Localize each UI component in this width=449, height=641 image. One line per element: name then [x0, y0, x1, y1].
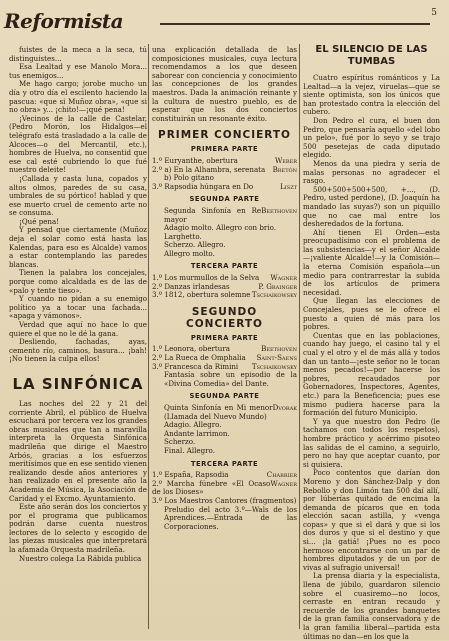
piece-title: 3.º Rapsodia húngara en Do: [152, 181, 254, 191]
paragraph: Desliendo, fachadas, ayas, cemento río, caminos, basura... ¡bah! ¡No tienen la culpa ellos!: [9, 337, 147, 364]
composer: Beethoven: [261, 205, 297, 215]
paragraph: Y pensad que ciertamente (Muñoz deja el solar como está hasta las Kalendas, para eso es Alcalde) vamos a estar contemplando las paredes blancas.: [9, 225, 147, 269]
piece-title: Scherzo. Allegro.: [164, 240, 226, 250]
first-concert-title: PRIMER CONCIERTO: [158, 129, 291, 142]
paragraph: Y ya que nuestro don Pedro (le tachamos con todos los respetos), hombre práctico y acérrimo pisoteo las salidas de el camino, a seguirlo, pero no hay que aceptar cuanto, por si quisiera.: [303, 416, 440, 469]
paragraph: Nuestro colega La Rábida publica: [19, 553, 142, 563]
program-item: [152, 183, 297, 192]
program-item: [152, 404, 297, 421]
composer: Weber: [274, 155, 297, 165]
program-part-label: TERCERA PARTE: [190, 262, 259, 271]
paragraph: Esa Lealtad y ese Manolo Mora... tus enemigos...: [9, 62, 147, 80]
composer: Bretón: [272, 164, 297, 174]
paragraph: Cuentas que en las poblaciones, cuando hay juego, el casino tal y el cual y el otro y el de más allá y todos dan un tanto—¡este señor no le tocan menos pecados!—por hacerse los pobres, recaudados por Gobernadores, Inspectores, Agentes, etc.) para la Beneficencia; pues ese mismo pudiera hacerse para la formación del futuro Municipio.: [303, 330, 440, 418]
program-item: [152, 207, 297, 224]
composer: Wagner: [270, 478, 297, 488]
composer: P. Grainger: [258, 281, 297, 291]
concert-intro: una explicación detallada de las composiciones musicales, cuya lectura recomendamos a los que deseen saborear con conciencia y conocimiento las concepciones de los grandes maestros. Dada la animación reinante y la cultura de nuestro pueblo, es de esperar que los dos conciertos constituirán un resonante éxito.: [152, 45, 297, 123]
paragraph: Ahí tienen El Orden—esta preocupadísimo con el problema de las subsistencias—y el señor Alcalde—¡valiente Alcalde!—y la Comisión—la eterna Comisión española—un medio para contrarrestar la subida de los artículos de primera necesidad.: [303, 227, 440, 297]
piece-title: 3.º Los Maestros Cantores (fragmentos): [152, 495, 297, 505]
piece-title: 1.º Los murmullos de la Selva: [152, 273, 260, 283]
paragraph: Menos da una piedra y sería de malas personas no agradecer el rasgo.: [303, 158, 440, 186]
paragraph: Don Pedro el cura, el buen don Pedro, que pensaría aquello «del lobo un pelo», fué por lo seyo y se trajo 500 pesetejas de cada diputado elegido.: [303, 115, 440, 160]
paragraph: Verdad que aquí no hace lo que quiere el que no le dé la gana.: [9, 320, 147, 338]
program-part-label: SEGUNDA PARTE: [189, 392, 260, 401]
masthead-rule: [160, 23, 430, 25]
paragraph: Las noches del 22 y 21 del corriente Abril, el público de Huelva escuchará por tercera vez los grandes obras musicales que tan a maravilla interpreta la Orquesta Sinfónica madrileña que dirige el Maestro Arbós, gracias a los esfuerzos meritísimos que en ese sentido vienen realizando desde años anteriores y han realizado en el presente año la Academia de Música, la Asociación de Caridad y el Excmo. Ayuntamiento.: [9, 398, 147, 503]
composer: Dvorak: [272, 403, 297, 412]
piece-title: Quinta Sinfonía en Mi menor (Llamada del Nuevo Mundo): [164, 403, 273, 421]
column-3: [303, 46, 440, 641]
program-part-label: SEGUNDA PARTE: [189, 195, 260, 204]
piece-title: b) Polo gitano: [164, 173, 214, 183]
program-part-label: PRIMERA PARTE: [190, 145, 259, 154]
piece-title: 1.º Leonora, obertura: [152, 344, 230, 354]
masthead-logo: [4, 6, 124, 36]
piece-title: Scherzo.: [164, 437, 196, 447]
composer: Liszt: [280, 181, 297, 191]
composer: Chabrier: [266, 470, 297, 480]
masthead-title: Reformista: [4, 9, 124, 33]
program-item: [152, 506, 297, 532]
second-concert-title: SEGUNDO CONCIERTO: [186, 305, 263, 330]
paragraph: Poco contentos que darían don Moreno y don Sánchez-Dalp y don Rebollo y don Limón tan 500 daí allí, por lúberías quitado de encima la demanda de pícaros que en toda elección sacan astilla, y «venga copas» y que si el dará y que si los dos duros y que si el destino y que si... ¡la gatiá! ¡Pues no es poco hermoso encontrarse con un par de hombres diputados y de un por de vivas al sufragio universal!: [303, 468, 440, 572]
program-part-label: TERCERA PARTE: [190, 459, 259, 468]
composer: Tschaikowsky: [251, 290, 297, 300]
composer: Wagner: [270, 273, 297, 283]
program-item: [152, 250, 297, 259]
piece-title: Final. Allegro.: [164, 445, 215, 455]
paragraph: Tienen la palabra los concejales, porque como alcaldada es de las de «palo y tente tieso».: [9, 268, 147, 295]
paragraph: Y cuando no pidan a su enemigo político ya a tocar una fachada... «apaga y vámonos».: [9, 294, 147, 321]
piece-title: 2.º Marcha fúnebre «El Ocaso de los Dioses»: [152, 478, 271, 497]
program-item: [152, 447, 297, 456]
piece-title: 2.º Danzas irlandesas: [152, 281, 230, 291]
program-item: [152, 480, 297, 497]
piece-title: 1.º Euryanthe, obertura: [152, 155, 238, 165]
paragraph: ¡Callada y casta luna, copados y altos olmos, paredes de su casa, umbrales de su pórtico! hablad y que ese muerto cruel de cemento arte no se consuma.: [9, 173, 147, 218]
program-part-label: PRIMERA PARTE: [190, 333, 259, 342]
paragraph: Que llegan las elecciones de Concejales, pues se le ofrece el puesto a quien dé más para los pobres.: [303, 296, 440, 332]
composer: Saint-Saens: [256, 353, 297, 363]
piece-title: Allegro molto.: [164, 248, 215, 258]
piece-title: Andante larrimon.: [164, 428, 230, 438]
composer: Tschaikowsky: [251, 361, 297, 371]
paragraph: Cuatro espíritus románticos y La Lealtad—a la vejez, viruelas—que se siente optimista, son los únicos que han protestado contra la elección del cubero.: [303, 73, 440, 117]
composer: Beethoven: [261, 344, 297, 354]
section-title-la-sinfonica: LA SINFÓNICA: [12, 374, 144, 393]
piece-title: Adagio molto. Allegro con brio.: [164, 223, 276, 233]
piece-title: 3.º 1812, obertura solemne: [152, 290, 251, 300]
piece-title: 2.º La Rueca de Omphalia: [152, 353, 246, 363]
paragraph: Este año serán dos los conciertos y por el programa que publicamos podrán darse cuenta nuestros lectores de lo selecto y escogido de las piezas musicales que interpretará la afamada Orquesta madrileña.: [9, 502, 147, 555]
program-item: [152, 291, 297, 300]
column-1: [9, 46, 147, 563]
page-number: 5: [431, 8, 437, 18]
column-2: [152, 46, 297, 531]
piece-title: Fantasía sobre un episodio de la «Divina Comedia» del Dante.: [164, 370, 297, 388]
program-item: [152, 371, 297, 388]
column-divider: [299, 44, 300, 629]
piece-title: 2.º a) En la Alhambra, serenata: [152, 164, 266, 174]
paragraph: Me hago cargo; jorobe mucho un día y otro día el escilento haciendo la pascua: «que si Muñoz obra», «que si no obra» y... ¡chito!—¡qué pena!: [9, 79, 147, 115]
paragraph: ¡Vecinos de la calle de Castelar, (Pedro Morón, los Hidalgos—el telégrafo está trasladado a la calle de Alcoces—o del Mercantil, etc.), hombres de Huelva, no consentid que ese cal esté cubriendo lo que fué nuestro deleite!: [9, 113, 147, 175]
piece-title: Preludio del acto 3.º—Wals de los Aprendices.—Entrada de las Corporaciones.: [164, 504, 297, 531]
piece-title: 1.º España, Rapsodia: [152, 470, 229, 480]
piece-title: 3.º Francesca da Rimini: [152, 361, 239, 371]
paragraph: ¡Qué pena!: [19, 216, 60, 226]
section-title-silencio: EL SILENCIO DE LAS TUMBAS: [315, 44, 428, 67]
column-divider: [148, 44, 149, 629]
paragraph: 500+500+500+500, +..., (D. Pedro, usted perdone), (D. Joaquín ha mandado las suyas?) son un piquillo que no cae mal entre los desheredados de la fortuna.: [303, 184, 440, 229]
paragraph: fuistes de la meca a la seca, tú distinguistes...: [9, 45, 147, 63]
paragraph: La prensa diaria y la especialista, llena de júbilo, guardaron silencio sobre el cuasiremo—no locos, cerraste en entran recaudo y recuerde de los grandes banquetes de la gran familia conservadora y de la gran familia liberal—partida esta últimas no dan—en los que la: [303, 571, 440, 641]
piece-title: Larghetto.: [164, 231, 202, 241]
piece-title: Adagio. Allegro.: [164, 420, 222, 430]
piece-title: Segunda Sinfonía en Re mayor: [164, 205, 262, 224]
